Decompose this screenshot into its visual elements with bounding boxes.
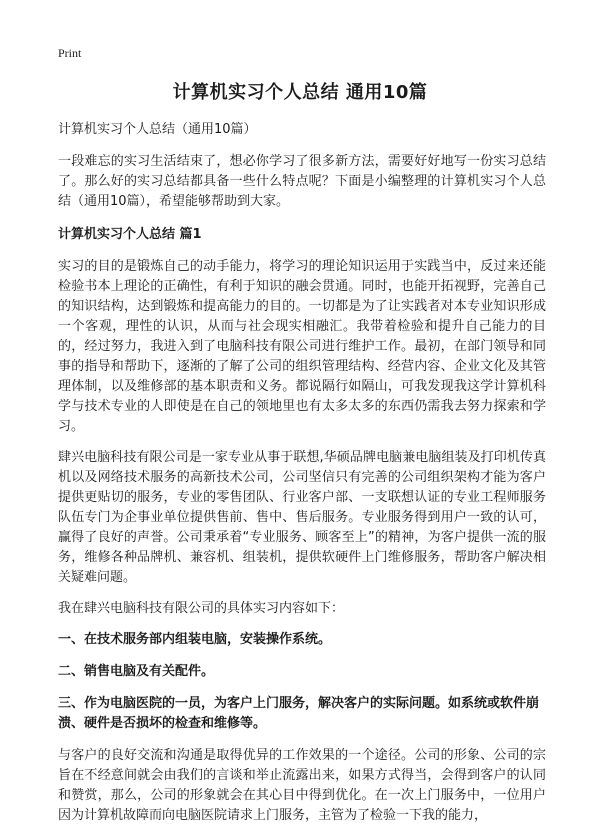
intro-paragraph: 一段难忘的实习生活结束了，想必你学习了很多新方法，需要好好地写一份实习总结了。那么好的实习总结都具备一些什么特点呢？下面是小编整理的计算机实习个人总结（通用10篇），希望能够帮助到大家。 xyxy=(58,154,546,209)
body-paragraph: 实习的目的是锻炼自己的动手能力，将学习的理论知识运用于实践当中，反过来还能检验书本上理论的正确性，有利于知识的融会贯通。同时，也能开拓视野，完善自己的知识结构，达到锻炼和提高能力的目的。一切都是为了让实践者对本专业知识形成一个客观，理性的认识，从而与社会现实相融汇。我带着检验和提升自己能力的目的，经过努力，我进入到了电脑科技有限公司进行维护工作。最初，在部门领导和同事的指导和帮助下，逐渐的了解了公司的组织管理结构、经营内容、企业文化及其管理体制，以及维修部的基本职责和义务。都说隔行如隔山，可我发现我这学计算机科学与技术专业的人即使是在自己的领地里也有太多太多的东西仍需我去努力探索和学习。 xyxy=(58,259,546,434)
body-paragraph: 与客户的良好交流和沟通是取得优异的工作效果的一个途径。公司的形象、公司的宗旨在不经意间就会由我们的言谈和举止流露出来，如果方式得当，会得到客户的认同和赞赏，那么，公司的形象就会在其心目中得到优化。在一次上门服务中，一位用户因为计算机故障而向电脑医院请求上门服务，主管为了检验一下我的能力， xyxy=(58,748,546,823)
list-item: 二、销售电脑及有关配件。 xyxy=(58,664,215,679)
list-item: 三、作为电脑医院的一员，为客户上门服务，解决客户的实际问题。如系统或软件崩溃、硬件是否损坏的检查和维修等。 xyxy=(58,696,540,731)
document-subtitle: 计算机实习个人总结（通用10篇） xyxy=(58,122,257,137)
page-title: 计算机实习个人总结 通用10篇 xyxy=(172,82,428,103)
list-item: 一、在技术服务部内组装电脑，安装操作系统。 xyxy=(58,632,332,647)
body-paragraph: 我在肆兴电脑科技有限公司的具体实习内容如下： xyxy=(58,601,345,616)
document-body xyxy=(58,120,546,837)
section-heading: 计算机实习个人总结 篇1 xyxy=(58,227,202,242)
print-label: Print xyxy=(58,46,82,60)
body-paragraph: 肆兴电脑科技有限公司是一家专业从事于联想,华硕品牌电脑兼电脑组装及打印机传真机以及网络技术服务的高新技术公司，公司坚信只有完善的公司组织架构才能为客户提供更贴切的服务，专业的零售团队、行业客户部、一支联想认证的专业工程师服务队伍专门为企事业单位提供售前、售中、售后服务。专业服务得到用户一致的认可，赢得了良好的声誉。公司秉承着“专业服务、顾客至上”的精神，为客户提供一流的服务，维修各种品牌机、兼容机、组装机，提供软硬件上门维修服务，帮助客户解决相关疑难问题。 xyxy=(58,450,546,585)
